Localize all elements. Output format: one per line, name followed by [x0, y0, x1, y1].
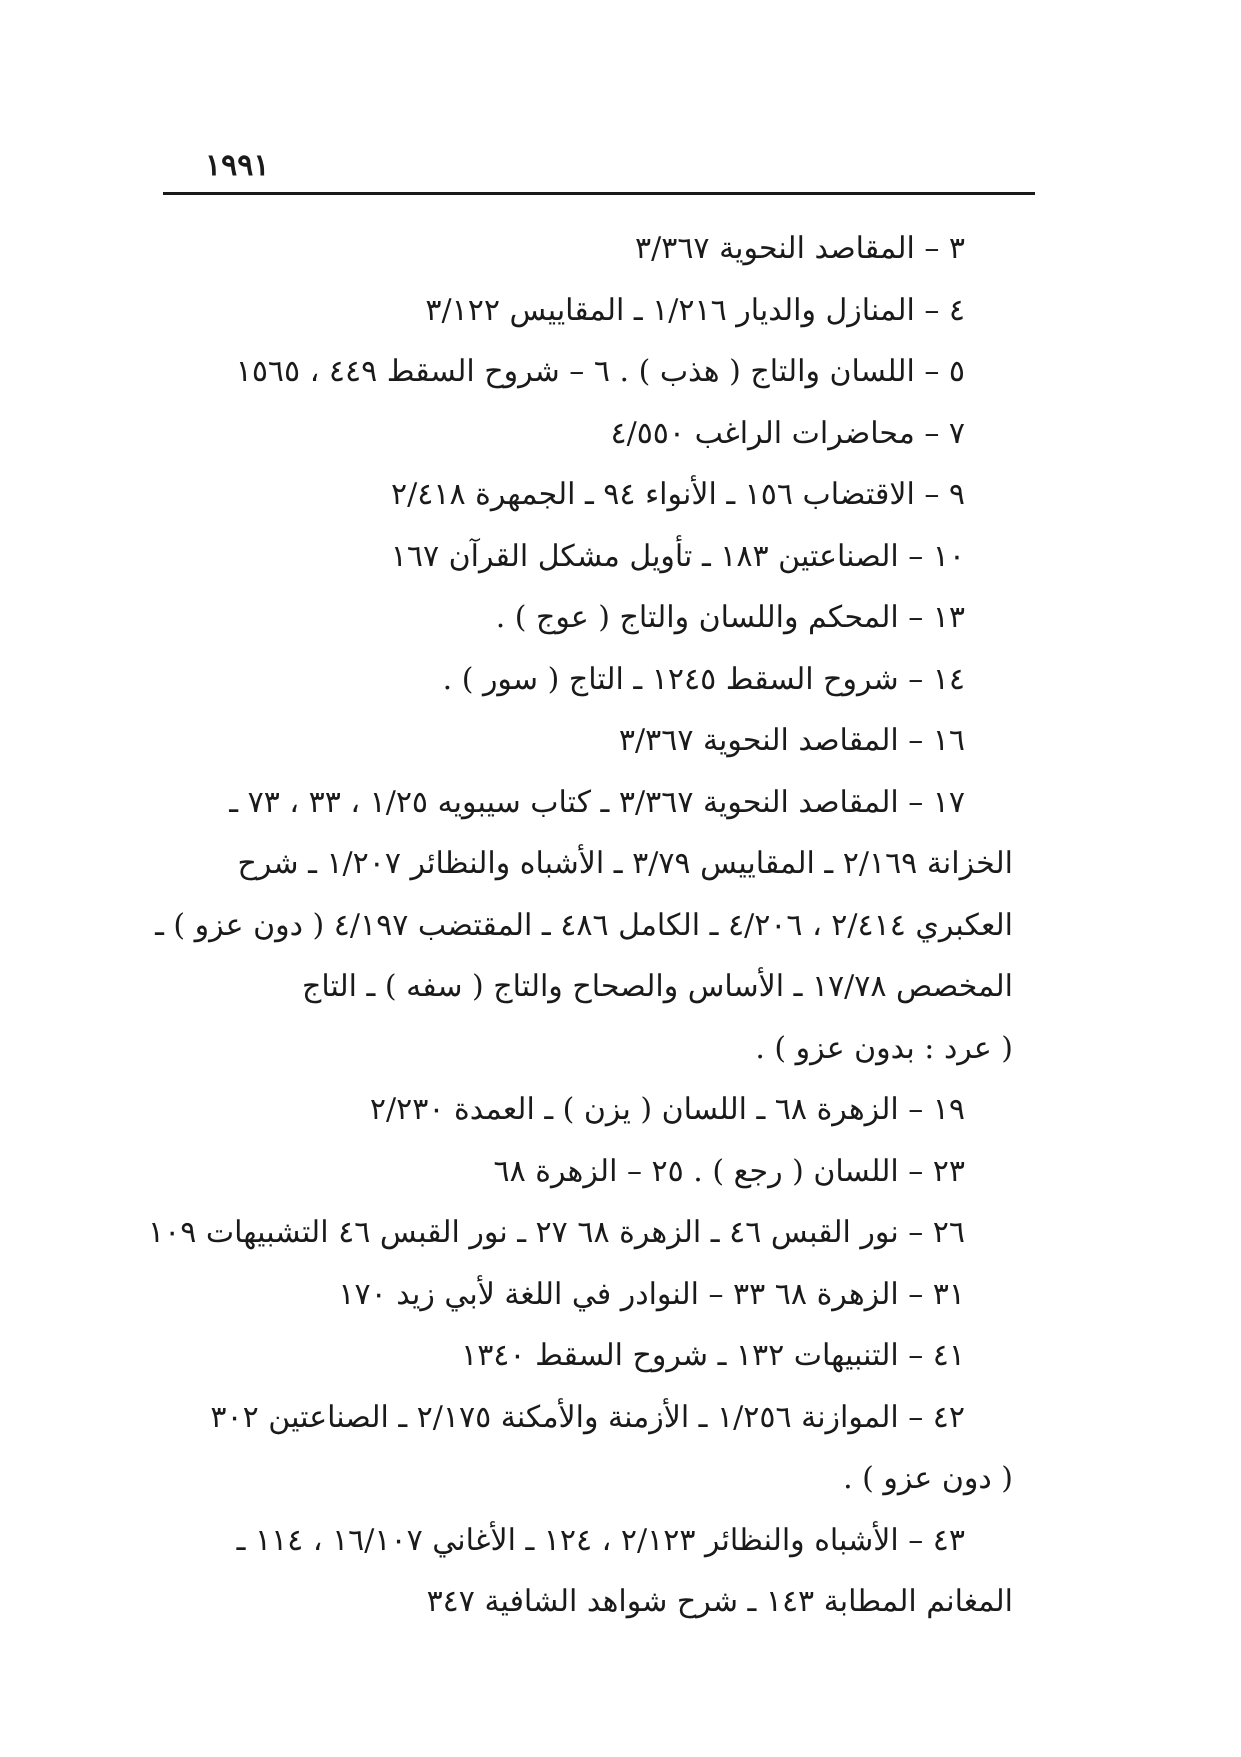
entry-line: ٥ – اللسان والتاج ( هذب ) . ٦ – شروح السقط ٤٤٩ ، ١٥٦٥	[235, 354, 965, 389]
entry-line: ٤ – المنازل والديار ١/٢١٦ ـ المقاييس ٣/١٢٢	[425, 292, 965, 328]
entry-line: ١٠ – الصناعتين ١٨٣ ـ تأويل مشكل القرآن ١٦٧	[390, 538, 965, 574]
entry-line: ( دون عزو ) .	[843, 1461, 1013, 1496]
page-number: ١٩٩١	[205, 148, 270, 183]
entry-line: ٤١ – التنبيهات ١٣٢ ـ شروح السقط ١٣٤٠	[461, 1338, 965, 1373]
entry-line: ٣١ – الزهرة ٦٨ ٣٣ – النوادر في اللغة لأبي زيد ١٧٠	[338, 1276, 965, 1312]
entry-line: المخصص ١٧/٧٨ ـ الأساس والصحاح والتاج ( سفه ) ـ التاج	[301, 969, 1013, 1004]
entry-line: ٤٣ – الأشباه والنظائر ٢/١٢٣ ، ١٢٤ ـ الأغاني ١٦/١٠٧ ، ١١٤ ـ	[236, 1522, 965, 1558]
entry-line: ٢٦ – نور القبس ٤٦ ـ الزهرة ٦٨ ٢٧ ـ نور القبس ٤٦ التشبيهات ١٠٩	[148, 1215, 965, 1250]
entry-line: ١٧ – المقاصد النحوية ٣/٣٦٧ ـ كتاب سيبويه ١/٢٥ ، ٣٣ ، ٧٣ ـ	[229, 784, 965, 820]
entry-line: ٧ – محاضرات الراغب ٤/٥٥٠	[610, 415, 965, 451]
entry-line: العكبري ٢/٤١٤ ، ٤/٢٠٦ ـ الكامل ٤٨٦ ـ المقتضب ٤/١٩٧ ( دون عزو ) ـ	[155, 907, 1013, 943]
footnote-entries	[148, 218, 1013, 1633]
entry-line: ( عرد : بدون عزو ) .	[755, 1030, 1013, 1066]
entry-line: ٢٣ – اللسان ( رجع ) . ٢٥ – الزهرة ٦٨	[493, 1153, 965, 1189]
entry-line: المغانم المطابة ١٤٣ ـ شرح شواهد الشافية ٣٤٧	[426, 1584, 1013, 1619]
entry-line: ٤٢ – الموازنة ١/٢٥٦ ـ الأزمنة والأمكنة ٢/١٧٥ ـ الصناعتين ٣٠٢	[210, 1399, 965, 1435]
header-rule	[163, 192, 1035, 195]
entry-line: ٣ – المقاصد النحوية ٣/٣٦٧	[634, 231, 965, 266]
entry-line: ١٣ – المحكم واللسان والتاج ( عوج ) .	[495, 600, 965, 635]
entry-line: الخزانة ٢/١٦٩ ـ المقاييس ٣/٧٩ ـ الأشباه والنظائر ١/٢٠٧ ـ شرح	[237, 846, 1013, 881]
entry-line: ١٦ – المقاصد النحوية ٣/٣٦٧	[618, 723, 965, 758]
entry-line: ١٤ – شروح السقط ١٢٤٥ ـ التاج ( سور ) .	[442, 661, 965, 697]
entry-line: ١٩ – الزهرة ٦٨ ـ اللسان ( يزن ) ـ العمدة ٢/٢٣٠	[369, 1092, 965, 1127]
entry-line: ٩ – الاقتضاب ١٥٦ ـ الأنواء ٩٤ ـ الجمهرة ٢/٤١٨	[391, 477, 965, 512]
